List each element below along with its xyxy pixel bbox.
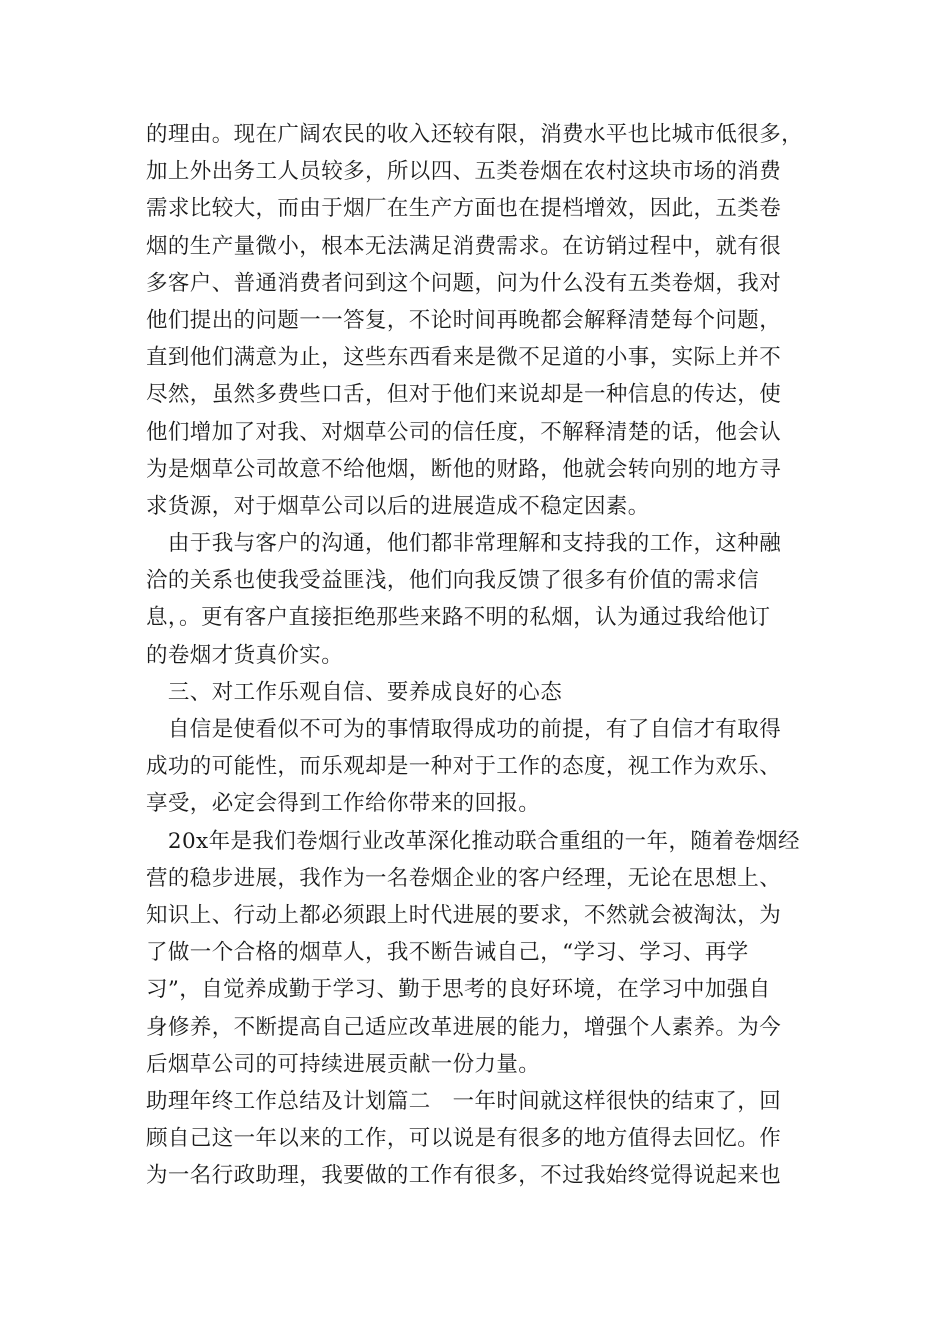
text-line: 加上外出务工人员较多，所以四、五类卷烟在农村这块市场的消费 (146, 159, 782, 185)
text-line: 20x年是我们卷烟行业改革深化推动联合重组的一年，随着卷烟经 (146, 828, 800, 854)
text-line: 营的稳步进展，我作为一名卷烟企业的客户经理，无论在思想上、 (146, 865, 782, 891)
text-line: 自信是使看似不可为的事情取得成功的前提，有了自信才有取得 (146, 717, 782, 742)
document-body (146, 116, 811, 1194)
text-line: 习”，自觉养成勤于学习、勤于思考的良好环境，在学习中加强自 (146, 977, 771, 1003)
text-line: 多客户、普通消费者问到这个问题，问为什么没有五类卷烟，我对 (146, 270, 782, 296)
text-line: 直到他们满意为止，这些东西看来是微不足道的小事，实际上并不 (146, 345, 782, 371)
text-line: 为是烟草公司故意不给他烟，断他的财路，他就会转向别的地方寻 (146, 456, 782, 482)
text-line: 他们提出的问题一一答复，不论时间再晚都会解释清楚每个问题， (146, 307, 782, 333)
section-heading: 三、对工作乐观自信、要养成良好的心态 (146, 679, 563, 705)
text-line: 尽然，虽然多费些口舌，但对于他们来说却是一种信息的传达，使 (146, 382, 782, 408)
text-line: 洽的关系也使我受益匪浅，他们向我反馈了很多有价值的需求信 (146, 568, 760, 594)
text-line: 身修养，不断提高自己适应改革进展的能力，增强个人素养。为今 (146, 1014, 782, 1040)
text-line: 知识上、行动上都必须跟上时代进展的要求，不然就会被淘汰，为 (146, 902, 782, 928)
text-line: 享受，必定会得到工作给你带来的回报。 (146, 791, 541, 817)
text-line: 的卷烟才货真价实。 (146, 642, 344, 668)
text-line: 为一名行政助理，我要做的工作有很多，不过我始终觉得说起来也 (146, 1163, 782, 1189)
text-line: 他们增加了对我、对烟草公司的信任度，不解释清楚的话，他会认 (146, 419, 782, 445)
text-line: 由于我与客户的沟通，他们都非常理解和支持我的工作，这种融 (146, 531, 782, 557)
text-line: 顾自己这一年以来的工作，可以说是有很多的地方值得去回忆。作 (146, 1126, 782, 1152)
text-line: 后烟草公司的可持续进展贡献一份力量。 (146, 1051, 541, 1077)
text-line: 了做一个合格的烟草人，我不断告诫自己，“学习、学习、再学 (146, 940, 749, 966)
text-line: 成功的可能性，而乐观却是一种对于工作的态度，视工作为欢乐、 (146, 754, 782, 780)
text-line: 的理由。现在广阔农民的收入还较有限，消费水平也比城市低很多， (146, 122, 804, 147)
text-line: 助理年终工作总结及计划篇二 一年时间就这样很快的结束了，回 (146, 1088, 782, 1114)
text-line: 烟的生产量微小，根本无法满足消费需求。在访销过程中，就有很 (146, 233, 782, 259)
text-line: 息，。更有客户直接拒绝那些来路不明的私烟，认为通过我给他订 (146, 605, 771, 631)
text-line: 求货源，对于烟草公司以后的进展造成不稳定因素。 (146, 493, 650, 519)
text-line: 需求比较大，而由于烟厂在生产方面也在提档增效，因此，五类卷 (146, 196, 782, 222)
